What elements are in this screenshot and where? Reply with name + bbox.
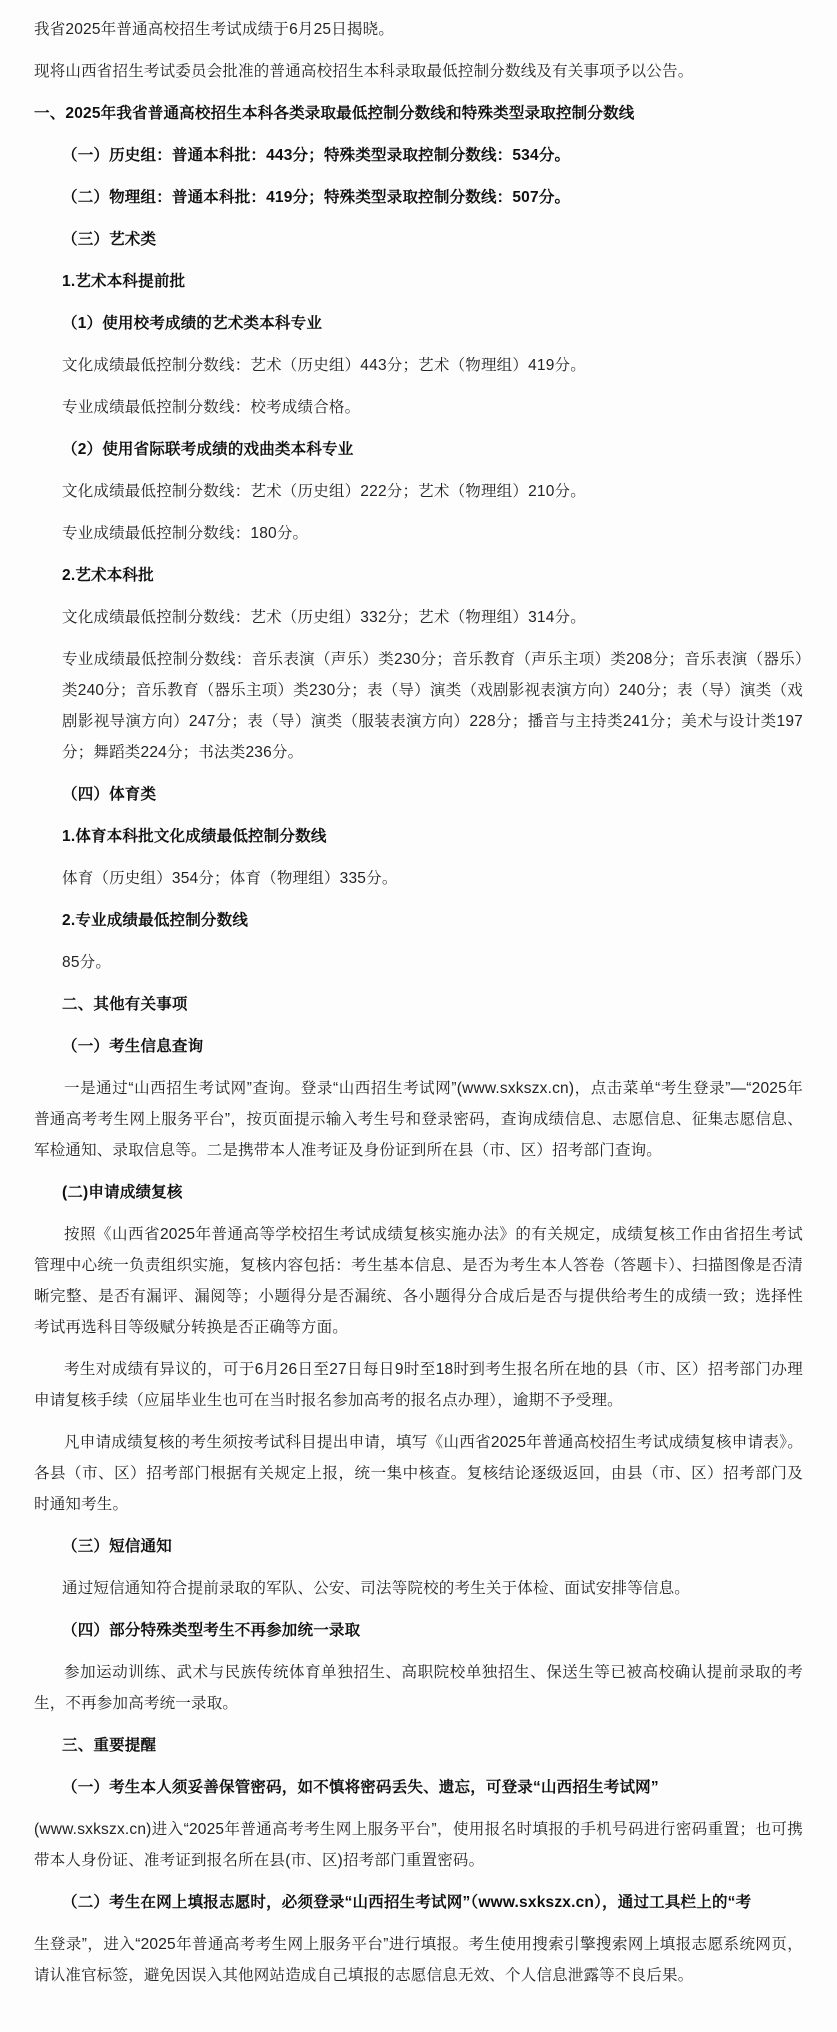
p-2-1-body: 一是通过“山西招生考试网”查询。登录“山西招生考试网”(www.sxkszx.cn)，点击菜单“考生登录”—“2025年普通高考考生网上服务平台”，按页面提示输入考生号和登录密码，查询成绩信息、志愿信息、征集志愿信息、军检通知、录取信息等。二是携带本人准考证及身份证到所在县（市、区）招考部门查询。	[34, 1080, 803, 1159]
p-2-2: (二)申请成绩复核	[62, 1184, 183, 1201]
p-pe-1-line: 体育（历史组）354分；体育（物理组）335分。	[62, 870, 398, 887]
p-section-1: 一、2025年我省普通高校招生本科各类录取最低控制分数线和特殊类型录取控制分数线	[34, 105, 635, 122]
p-art-1-2: （2）使用省际联考成绩的戏曲类本科专业	[62, 441, 354, 458]
p-pe-1: 1.体育本科批文化成绩最低控制分数线	[62, 828, 327, 845]
p-art-1-2-culture: 文化成绩最低控制分数线：艺术（历史组）222分；艺术（物理组）210分。	[62, 483, 586, 500]
p-art-1-1-major: 专业成绩最低控制分数线：校考成绩合格。	[62, 399, 361, 416]
p-release: 我省2025年普通高校招生考试成绩于6月25日揭晓。	[34, 21, 395, 38]
p-art-1-1-culture: 文化成绩最低控制分数线：艺术（历史组）443分；艺术（物理组）419分。	[62, 357, 586, 374]
p-1-3: （三）艺术类	[62, 231, 157, 248]
p-pe-2: 2.专业成绩最低控制分数线	[62, 912, 249, 929]
p-2-4-body: 参加运动训练、武术与民族传统体育单独招生、高职院校单独招生、保送生等已被高校确认提前录取的考生，不再参加高考统一录取。	[34, 1664, 803, 1712]
p-1-4: （四）体育类	[62, 786, 157, 803]
p-3-2-body: 生登录”，进入“2025年普通高考考生网上服务平台”进行填报。考生使用搜索引擎搜索网上填报志愿系统网页，请认准官标签，避免因误入其他网站造成自己填报的志愿信息无效、个人信息泄露等不良后果。	[34, 1936, 803, 1984]
p-announce: 现将山西省招生考试委员会批准的普通高校招生本科录取最低控制分数线及有关事项予以公告。	[34, 63, 694, 80]
p-2-2-body3: 凡申请成绩复核的考生须按考试科目提出申请，填写《山西省2025年普通高校招生考试成绩复核申请表》。各县（市、区）招考部门根据有关规定上报，统一集中核查。复核结论逐级返回，由县（市、区）招考部门及时通知考生。	[34, 1434, 803, 1513]
p-art-2-major: 专业成绩最低控制分数线：音乐表演（声乐）类230分；音乐教育（声乐主项）类208分；音乐表演（器乐）类240分；音乐教育（器乐主项）类230分；表（导）演类（戏剧影视表演方向）240分；表（导）演类（戏剧影视导演方向）247分；表（导）演类（服装表演方向）228分；播音与主持类241分；美术与设计类197分；舞蹈类224分；书法类236分。	[62, 651, 803, 761]
p-pe-2-line: 85分。	[62, 954, 112, 971]
document-body	[34, 14, 803, 1991]
p-art-2-culture: 文化成绩最低控制分数线：艺术（历史组）332分；艺术（物理组）314分。	[62, 609, 586, 626]
p-art-1-2-major: 专业成绩最低控制分数线：180分。	[62, 525, 309, 542]
p-art-1: 1.艺术本科提前批	[62, 273, 186, 290]
p-section-3: 三、重要提醒	[62, 1737, 157, 1754]
p-2-2-body2: 考生对成绩有异议的，可于6月26日至27日每日9时至18时到考生报名所在地的县（市、区）招考部门办理申请复核手续（应届毕业生也可在当时报名参加高考的报名点办理），逾期不予受理。	[34, 1361, 803, 1409]
p-3-1-body: (www.sxkszx.cn)进入“2025年普通高考考生网上服务平台”，使用报名时填报的手机号码进行密码重置；也可携带本人身份证、准考证到报名所在县(市、区)招考部门重置密码。	[34, 1821, 803, 1869]
p-2-4: （四）部分特殊类型考生不再参加统一录取	[62, 1622, 361, 1639]
p-section-2: 二、其他有关事项	[62, 996, 188, 1013]
p-2-3: （三）短信通知	[62, 1538, 172, 1555]
p-art-2: 2.艺术本科批	[62, 567, 154, 584]
p-1-1: （一）历史组：普通本科批：443分；特殊类型录取控制分数线：534分。	[62, 147, 571, 164]
p-2-3-body: 通过短信通知符合提前录取的军队、公安、司法等院校的考生关于体检、面试安排等信息。	[62, 1580, 691, 1597]
p-2-2-body1: 按照《山西省2025年普通高等学校招生考试成绩复核实施办法》的有关规定，成绩复核工作由省招生考试管理中心统一负责组织实施，复核内容包括：考生基本信息、是否为考生本人答卷（答题卡）、扫描图像是否清晰完整、是否有漏评、漏阅等；小题得分是否漏统、各小题得分合成后是否与提供给考生的成绩一致；选择性考试再选科目等级赋分转换是否正确等方面。	[34, 1226, 803, 1336]
p-1-2: （二）物理组：普通本科批：419分；特殊类型录取控制分数线：507分。	[62, 189, 571, 206]
p-art-1-1: （1）使用校考成绩的艺术类本科专业	[62, 315, 323, 332]
p-3-1: （一）考生本人须妥善保管密码，如不慎将密码丢失、遗忘，可登录“山西招生考试网”	[62, 1779, 659, 1796]
p-2-1: （一）考生信息查询	[62, 1038, 204, 1055]
p-3-2: （二）考生在网上填报志愿时，必须登录“山西招生考试网”（www.sxkszx.cn），通过工具栏上的“考	[62, 1894, 752, 1911]
